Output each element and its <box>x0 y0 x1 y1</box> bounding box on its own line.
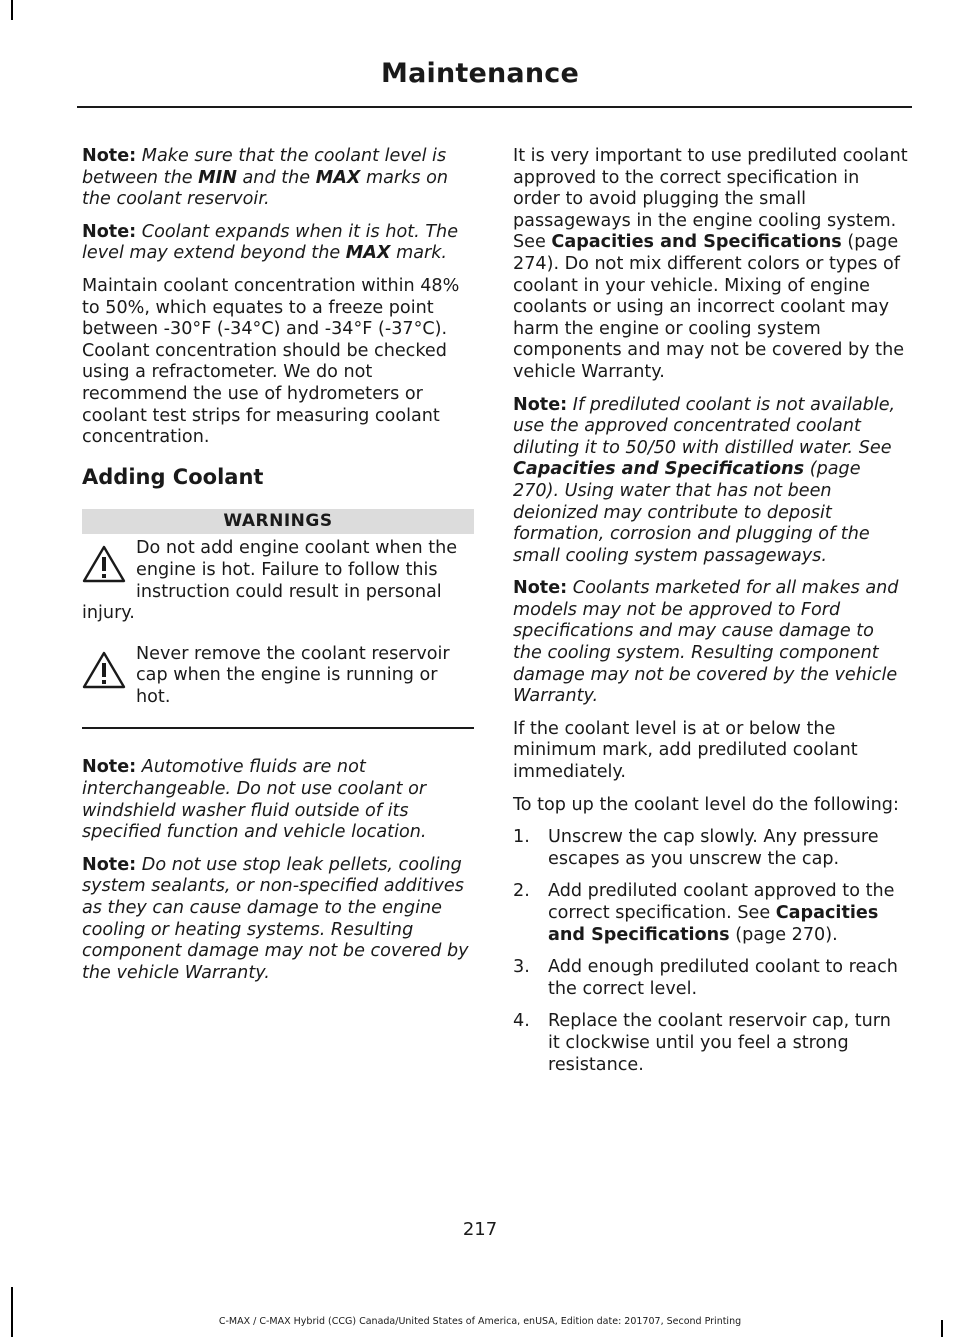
list-item: 1. Unscrew the cap slowly. Any pressure escapes as you unscrew the cap. <box>513 827 879 869</box>
warning-text-continued: injury. <box>82 603 135 624</box>
top-up-steps <box>513 827 908 1076</box>
coolant-concentration-paragraph: Maintain coolant concentration within 48% to 50%, which equates to a freeze point between -30°F (-34°C) and -34°F (-37°C). Coolant concentration should be checked using a refractometer. We do not recommend the use of hydrometers or coolant test strips for measuring coolant concentration. <box>82 275 460 448</box>
warning-item <box>82 644 474 709</box>
section-heading-adding-coolant: Adding Coolant <box>82 464 264 489</box>
warnings-box <box>82 509 474 729</box>
crop-mark <box>11 0 13 20</box>
note-prediluted-unavailable: Note: If prediluted coolant is not available, use the approved concentrated coolant diluting it to 50/50 with distilled water. See Capacities and Specifications (page 270). Using water that has not been deionized may contribute to deposit formation, corrosion and plugging of the small cooling system passageways. <box>513 394 896 566</box>
warning-item <box>82 538 474 624</box>
crop-mark <box>11 1287 13 1337</box>
header-divider <box>77 106 912 108</box>
prediluted-coolant-paragraph: It is very important to use prediluted coolant approved to the correct specification in order to avoid plugging the small passageways in the engine cooling system. See Capacities and Specifications (page 274). Do not mix different colors or types of coolant in your vehicle. Mixing of engine coolants or using an incorrect coolant may harm the engine or cooling system components and may not be covered by the vehicle Warranty. <box>513 146 908 382</box>
list-item: 3. Add enough prediluted coolant to reach the correct level. <box>513 957 898 999</box>
warning-triangle-icon <box>82 544 126 584</box>
note-coolant-expands: Note: Coolant expands when it is hot. The level may extend beyond the MAX mark. <box>82 221 459 264</box>
note-fluids-not-interchangeable: Note: Automotive fluids are not interchangeable. Do not use coolant or windshield washer fluid outside of its specified function and vehicle location. <box>82 757 427 843</box>
coolant-level-paragraph: If the coolant level is at or below the minimum mark, add prediluted coolant immediately. <box>513 718 858 783</box>
list-item: 4. Replace the coolant reservoir cap, turn it clockwise until you feel a strong resistance. <box>513 1011 891 1075</box>
note-stop-leak: Note: Do not use stop leak pellets, cooling system sealants, or non-specified additives as they can cause damage to the engine cooling or heating systems. Resulting component damage may not be covered by the vehicle Warranty. <box>82 854 469 983</box>
top-up-intro: To top up the coolant level do the following: <box>513 794 899 815</box>
footer-edition-info: C-MAX / C-MAX Hybrid (CCG) Canada/United States of America, enUSA, Edition date: 201707, Second Printing <box>218 1316 742 1327</box>
warning-text: Do not add engine coolant when the engine is hot. Failure to follow this instruction could result in personal <box>136 538 458 602</box>
right-column <box>513 146 908 1087</box>
capacities-link[interactable]: Capacities and Specifications <box>513 459 805 480</box>
warning-triangle-icon <box>82 650 126 690</box>
warning-text: Never remove the coolant reservoir cap when the engine is running or hot. <box>136 643 450 707</box>
left-column <box>82 146 474 995</box>
warnings-divider <box>82 727 474 729</box>
page-number: 217 <box>462 1219 498 1240</box>
note-coolant-level: Note: Make sure that the coolant level is between the MIN and the MAX marks on the coolant reservoir. <box>82 146 448 210</box>
capacities-link[interactable]: Capacities and Specifications <box>548 903 879 945</box>
list-item: 2. Add prediluted coolant approved to the correct specification. See Capacities and Specifications (page 270). <box>513 881 895 945</box>
capacities-link[interactable]: Capacities and Specifications <box>551 232 842 253</box>
warnings-header: WARNINGS <box>82 509 474 534</box>
note-coolants-marketed: Note: Coolants marketed for all makes and models may not be approved to Ford specifications and may cause damage to the cooling system. Resulting component damage may not be covered by the vehicle Warranty. <box>513 578 899 707</box>
page-title: Maintenance <box>381 58 579 89</box>
